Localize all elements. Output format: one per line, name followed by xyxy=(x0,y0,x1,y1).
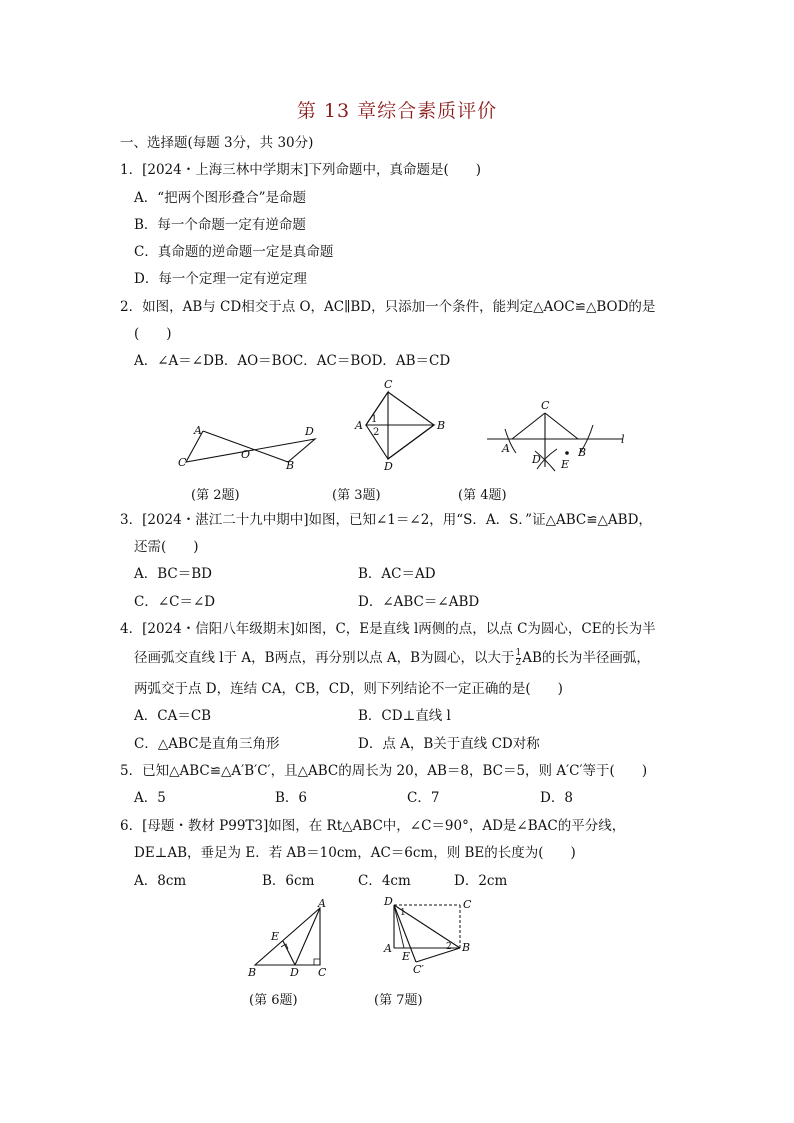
q4-line2-part1: 径画弧交直线 l于 A，B两点，再分别以点 A，B为圆心，以大于 xyxy=(134,650,515,666)
fig4-label-b: B xyxy=(578,446,587,459)
fig2-label-d: D xyxy=(305,425,314,438)
fig4-label-e: E xyxy=(561,458,570,471)
fig4-label-d: D xyxy=(532,453,541,466)
question-5-stem: 5．已知△ABC≌△A′B′C′，且△ABC的周长为 20，AB＝8，BC＝5，则 A′C′等于( ) xyxy=(120,763,648,779)
fig4-label-l: l xyxy=(621,433,625,446)
q3-option-c: C．∠C＝∠D xyxy=(134,594,216,610)
question-4-stem-line2 xyxy=(134,649,650,668)
question-6-stem-cont: DE⊥AB，垂足为 E．若 AB＝10cm，AC＝6cm，则 BE的长度为( ) xyxy=(134,845,576,861)
fig2-label-o: O xyxy=(241,448,251,461)
question-6-stem: 6．[母题・教材 P99T3]如图，在 Rt△ABC中，∠C＝90°，AD是∠BAC的平分线， xyxy=(120,818,626,834)
fig2-label-c: C xyxy=(178,456,187,469)
fig6-label-b: B xyxy=(248,966,257,979)
question-4-stem: 4．[2024・信阳八年级期末]如图，C，E是直线 l两侧的点，以点 C为圆心，CE的长为半 xyxy=(120,621,656,637)
fig3-angle-1: 1 xyxy=(371,414,378,425)
question-1-stem: 1．[2024・上海三林中学期末]下列命题中，真命题是( ) xyxy=(120,162,482,178)
fig3-label-b: B xyxy=(437,419,446,432)
fig3-angle-2: 2 xyxy=(373,427,380,438)
fig7-label-c: C xyxy=(463,898,472,911)
q5-option-c: C．7 xyxy=(407,790,440,806)
fig3-label-c: C xyxy=(384,378,393,391)
figure-q7 xyxy=(380,896,480,986)
q4-option-d: D．点 A，B关于直线 CD对称 xyxy=(358,736,540,752)
fig6-label-c: C xyxy=(318,966,327,979)
q4-option-b: B．CD⊥直线 l xyxy=(358,708,451,724)
page-title: 第 13 章综合素质评价 xyxy=(296,100,498,122)
q5-option-d: D．8 xyxy=(540,790,573,806)
fig6-label-e: E xyxy=(271,930,280,943)
fig7-label-d: D xyxy=(384,895,393,908)
q4-line2-part2: AB的长为半径画弧， xyxy=(522,650,650,666)
fig4-label-c: C xyxy=(541,399,550,412)
fig7-label-b: B xyxy=(462,941,471,954)
frac-denominator: 2 xyxy=(515,658,522,668)
fig7-angle-2: 2 xyxy=(446,942,452,952)
fig7-label-cprime: C′ xyxy=(413,963,424,976)
question-2-stem: 2．如图，AB与 CD相交于点 O，AC∥BD，只添加一个条件，能判定△AOC≌△BOD的是 xyxy=(120,299,656,315)
figure-q4 xyxy=(485,395,635,475)
question-3-stem-cont: 还需( ) xyxy=(134,539,199,555)
q5-option-a: A．5 xyxy=(134,790,166,806)
fig7-label-a: A xyxy=(384,942,392,955)
fig2-label-b: B xyxy=(286,459,295,472)
fig2-label-a: A xyxy=(194,424,202,437)
question-4-stem-line3: 两弧交于点 D，连结 CA，CB，CD，则下列结论不一定正确的是( ) xyxy=(134,681,563,697)
q6-option-d: D．2cm xyxy=(454,873,508,889)
question-2-stem-cont: ( ) xyxy=(134,326,172,342)
q3-option-b: B．AC＝AD xyxy=(358,566,436,582)
q5-option-b: B．6 xyxy=(275,790,308,806)
question-3-stem: 3．[2024・湛江二十九中期中]如图，已知∠1＝∠2，用“S．A．S．”证△ABC≌△ABD， xyxy=(120,512,652,528)
q3-option-a: A．BC＝BD xyxy=(134,566,212,582)
figure-q6 xyxy=(245,898,335,983)
q6-option-c: C．4cm xyxy=(358,873,411,889)
q6-option-b: B．6cm xyxy=(262,873,315,889)
frac-numerator: 1 xyxy=(515,648,522,658)
q6-option-a: A．8cm xyxy=(134,873,187,889)
q4-option-c: C．△ABC是直角三角形 xyxy=(134,736,280,752)
q1-option-b: B．每一个命题一定有逆命题 xyxy=(134,217,306,233)
q4-option-a: A．CA＝CB xyxy=(134,708,212,724)
caption-fig4: (第 4题) xyxy=(458,488,507,503)
caption-fig3: (第 3题) xyxy=(332,488,381,503)
caption-fig6: (第 6题) xyxy=(249,993,298,1008)
caption-fig7: (第 7题) xyxy=(374,993,423,1008)
section-heading: 一、选择题(每题 3分，共 30分) xyxy=(120,135,314,151)
q3-option-d: D．∠ABC＝∠ABD xyxy=(358,594,480,610)
q1-option-a: A．“把两个图形叠合”是命题 xyxy=(134,190,307,206)
figure-q2 xyxy=(170,418,320,473)
fig3-label-d: D xyxy=(384,460,393,473)
caption-fig2: (第 2题) xyxy=(191,488,240,503)
q1-option-d: D．每一个定理一定有逆定理 xyxy=(134,271,307,287)
fig6-label-a: A xyxy=(318,897,326,910)
q2-options: A．∠A＝∠DB．AO＝BOC．AC＝BOD．AB＝CD xyxy=(134,353,451,369)
fig4-label-a: A xyxy=(502,442,510,455)
figure-q3 xyxy=(352,378,452,473)
fig7-angle-1: 1 xyxy=(400,908,406,918)
fraction-one-half xyxy=(516,649,522,668)
fig3-label-a: A xyxy=(355,419,363,432)
fig7-label-e: E xyxy=(402,950,411,963)
q1-option-c: C．真命题的逆命题一定是真命题 xyxy=(134,244,334,260)
fig6-label-d: D xyxy=(290,966,299,979)
